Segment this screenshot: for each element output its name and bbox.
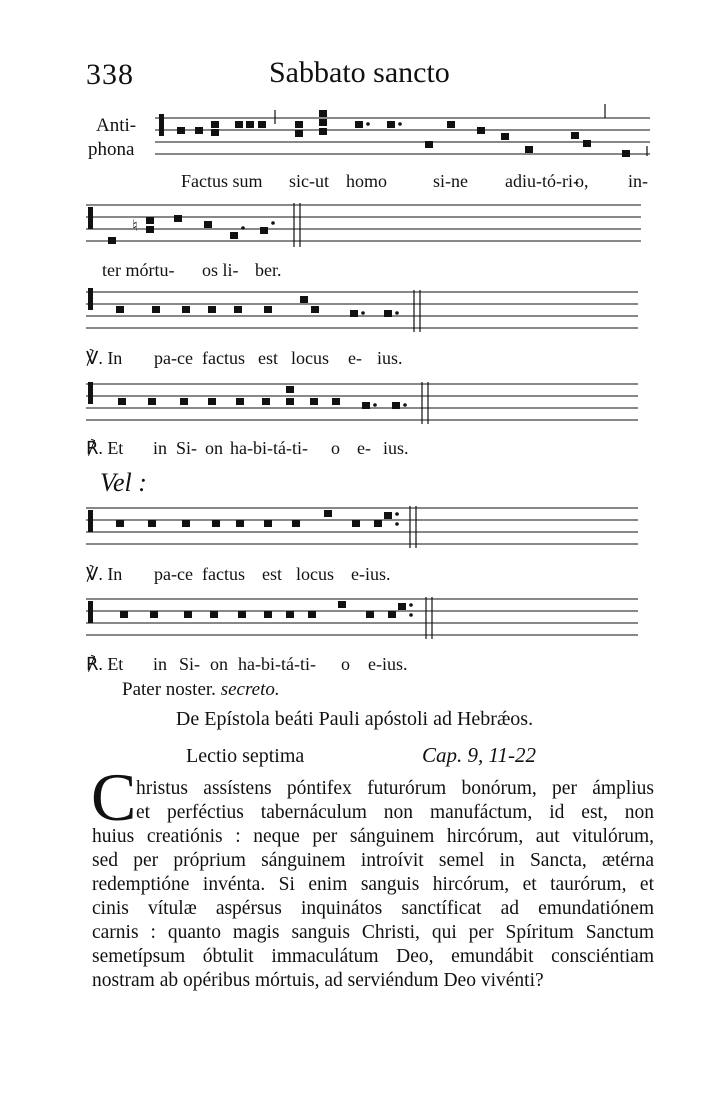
music-staff-antiphon-2 <box>86 195 641 255</box>
lyric: e- <box>348 348 362 368</box>
lyric: sic-ut <box>289 171 329 191</box>
pater-noster-note: secreto. <box>220 679 280 700</box>
lyric: ius. <box>383 438 409 458</box>
drop-cap: C <box>91 759 137 835</box>
reading-line: cinis vítulæ aspérsus inquinátos sanctíficat ad emundatiónem <box>92 898 654 919</box>
lyric: os li- <box>202 260 239 280</box>
lyric: factus <box>202 564 245 584</box>
lyric: ber. <box>255 260 282 280</box>
lyric: pa-ce <box>154 348 193 368</box>
lyric: ℟. Et <box>86 438 124 458</box>
lyric: ter mórtu- <box>102 260 175 280</box>
pater-noster-text: Pater noster. <box>122 679 216 700</box>
reading-line: nostram ab opéribus mórtuis, ad serviéndum Deo vivénti? <box>92 970 544 991</box>
reading-line: sed per próprium sánguinem introívit semel in Sancta, ætérna <box>92 850 654 871</box>
lyric: ℣. In <box>86 564 123 584</box>
lyric: pa-ce <box>154 564 193 584</box>
lyric: adiu-tó-ri- <box>505 171 579 191</box>
antiphon-label-line1: Anti- <box>96 115 137 136</box>
lyric: o <box>331 438 340 458</box>
lyric: est <box>262 564 282 584</box>
lyric: ius. <box>377 348 403 368</box>
reading-line: et perféctius tabernáculum non manufáctum, id est, non <box>136 802 654 823</box>
lyric: Si- <box>176 438 198 458</box>
lyric: on <box>210 654 228 674</box>
lectio-label: Lectio septima <box>186 745 305 767</box>
lyric: locus <box>291 348 329 368</box>
lyric: in <box>153 438 168 458</box>
reading-line: huius creatiónis : neque per sánguinem hircórum, aut vitulórum, <box>92 826 654 847</box>
lyric: locus <box>296 564 334 584</box>
lyric: e- <box>357 438 371 458</box>
reading-line: hristus assístens póntifex futurórum bonórum, per ámplius <box>136 778 654 799</box>
reading-line: semetípsum óbtulit immaculátum Deo, emundábit consciéntiam <box>92 946 654 967</box>
pater-noster-line <box>122 679 280 701</box>
lyric: ha-bi-tá-ti- <box>238 654 316 674</box>
music-staff-versicle-2 <box>86 498 638 556</box>
lyric: in <box>153 654 168 674</box>
lyric: e-ius. <box>351 564 391 584</box>
lyric: o, <box>575 171 589 191</box>
page-title: Sabbato sancto <box>269 56 450 89</box>
lyric: o <box>341 654 350 674</box>
music-staff-antiphon-1 <box>155 104 650 168</box>
page-number: 338 <box>86 58 134 91</box>
lyric: ℟. Et <box>86 654 124 674</box>
lyric: on <box>205 438 223 458</box>
epistle-title: De Epístola beáti Pauli apóstoli ad Hebrǽos. <box>175 708 534 730</box>
lyric: ℣. In <box>86 348 123 368</box>
antiphon-label-line2: phona <box>88 139 135 160</box>
music-staff-versicle-1 <box>86 282 638 340</box>
chapter-reference: Cap. 9, 11-22 <box>422 743 536 767</box>
lyric: Factus sum <box>181 171 263 191</box>
lyric: factus <box>202 348 245 368</box>
music-staff-responsory-2 <box>86 589 638 647</box>
alternative-label: Vel : <box>100 468 147 497</box>
lyric: si-ne <box>433 171 468 191</box>
reading-line: redemptióne invénta. Si enim sanguis hircórum, et taurórum, et <box>92 874 654 895</box>
lyric: ha-bi-tá-ti- <box>230 438 308 458</box>
lyric: in- <box>628 171 648 191</box>
lyric: e-ius. <box>368 654 408 674</box>
lyric: Si- <box>179 654 201 674</box>
reading-line: carnis : quanto magis sanguis Christi, qui per Spíritum Sanctum <box>92 922 654 943</box>
music-staff-responsory-1 <box>86 374 638 432</box>
lyric: est <box>258 348 278 368</box>
lyric: homo <box>346 171 388 191</box>
svg-text:♮: ♮ <box>132 218 138 235</box>
